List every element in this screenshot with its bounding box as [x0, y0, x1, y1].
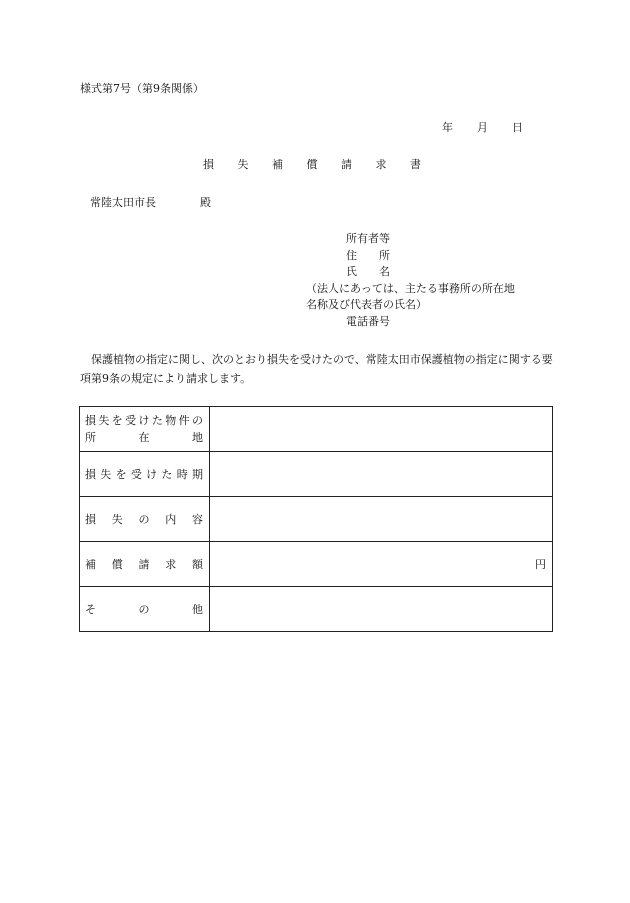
value-loss-details[interactable] [210, 497, 553, 542]
value-other[interactable] [210, 587, 553, 632]
date-day: 日 [512, 121, 523, 134]
label-line: 所 在 地 [85, 431, 203, 444]
table-row [80, 452, 553, 497]
value-claim-amount-yen[interactable]: 円 [210, 542, 553, 587]
value-loss-date[interactable] [210, 452, 553, 497]
date-line [442, 119, 523, 135]
phone-label: 電話番号 [346, 314, 390, 328]
addressee [90, 194, 211, 210]
document-title: 損 失 補 償 請 求 書 [203, 158, 431, 171]
date-year: 年 [442, 121, 453, 134]
table-row [80, 587, 553, 632]
row-label-property-location [80, 407, 210, 452]
row-label-other: そ の 他 [80, 587, 210, 632]
claim-table [79, 406, 553, 632]
table-row [80, 497, 553, 542]
table-row [80, 407, 553, 452]
corporate-note-line1: （法人にあっては、主たる事務所の所在地 [306, 281, 515, 295]
table-row [80, 542, 553, 587]
date-month: 月 [477, 121, 488, 134]
row-label-claim-amount: 補 償 請 求 額 [80, 542, 210, 587]
applicant-block [306, 231, 515, 330]
row-label-loss-date: 損失を受けた時期 [80, 452, 210, 497]
corporate-note-line2: 名称及び代表者の氏名） [306, 298, 427, 311]
form-number: 様式第7号（第9条関係） [80, 82, 204, 95]
addressee-name: 常陸太田市長 [90, 196, 156, 209]
address-label: 住 所 [346, 248, 390, 262]
name-label: 氏 名 [346, 265, 390, 278]
owner-label: 所有者等 [346, 232, 390, 245]
request-body-text: 保護植物の指定に関し、次のとおり損失を受けたので、常陸太田市保護植物の指定に関する要項第9条の規定により請求します。 [80, 353, 553, 385]
label-line: 損失を受けた物件の [85, 414, 203, 427]
row-label-loss-details: 損 失 の 内 容 [80, 497, 210, 542]
value-property-location[interactable] [210, 407, 553, 452]
addressee-honorific: 殿 [200, 196, 211, 209]
